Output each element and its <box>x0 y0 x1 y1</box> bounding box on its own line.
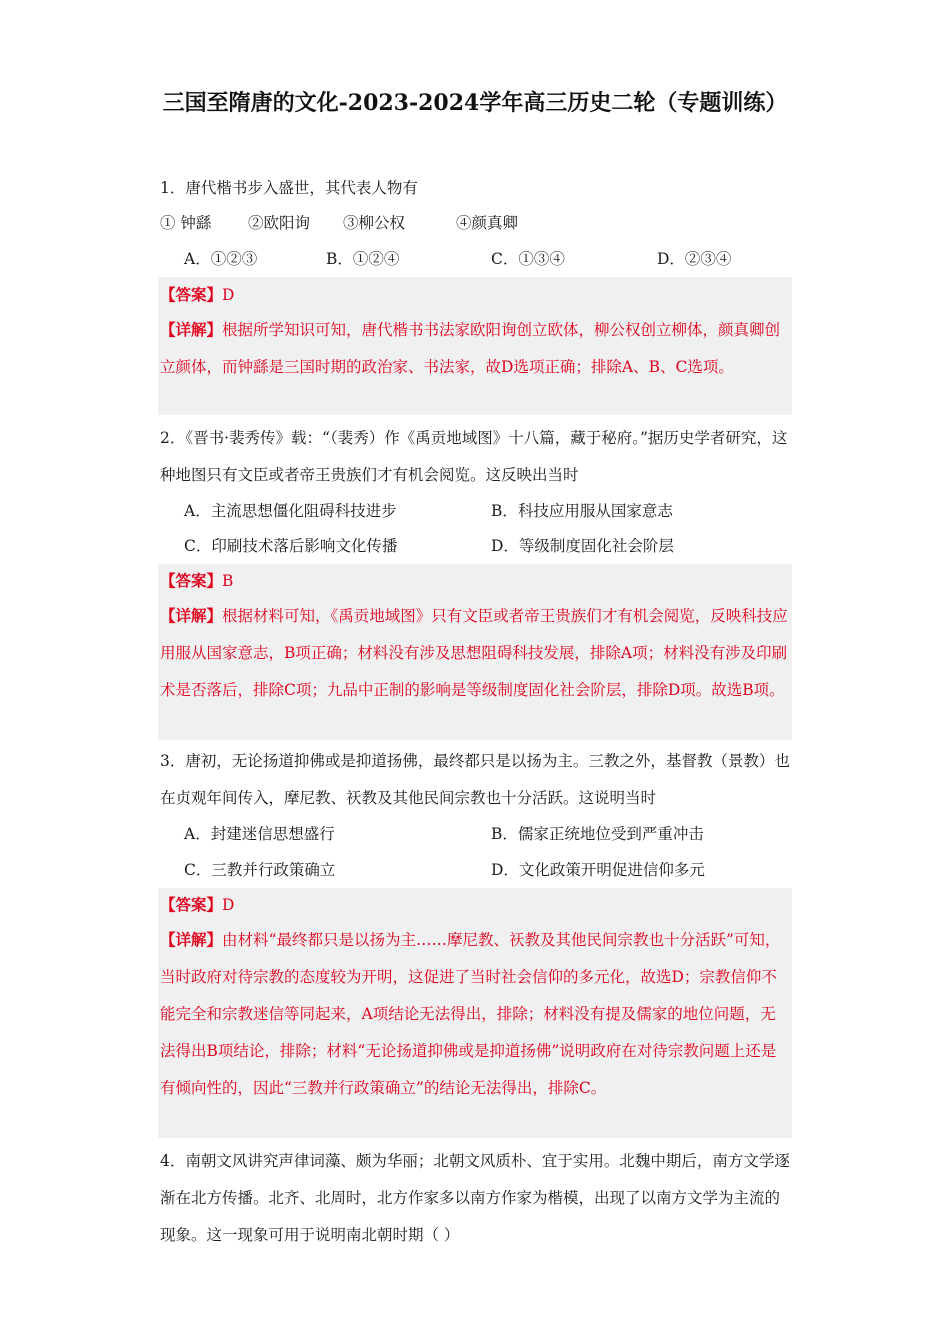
q1-detail-text: 根据所学知识可知，唐代楷书书法家欧阳询创立欧体，柳公权创立柳体，颜真卿创立颜体，而钟繇是三国时期的政治家、书法家，故D选项正确；排除A、B、C选项。 <box>160 321 781 376</box>
q1-option-b: B．①②④ <box>326 250 400 268</box>
q2-detail <box>160 597 790 709</box>
q1-item-1: ① 钟繇 <box>160 214 212 232</box>
q3-option-c: C．三教并行政策确立 <box>184 861 336 879</box>
q1-item-2: ②欧阳询 <box>248 214 311 232</box>
q1-item-3: ③柳公权 <box>343 214 406 232</box>
q1-option-d: D．②③④ <box>657 250 732 268</box>
q1-item-4: ④颜真卿 <box>456 214 519 232</box>
q2-detail-text: 根据材料可知，《禹贡地域图》只有文臣或者帝王贵族们才有机会阅览，反映科技应用服从国家意志，B项正确；材料没有涉及思想阻碍科技发展，排除A项；材料没有涉及印刷术是否落后，排除C项；九品中正制的影响是等级制度固化社会阶层，排除D项。故选B项。 <box>160 607 788 699</box>
page-title: 三国至隋唐的文化-2023-2024学年高三历史二轮（专题训练） <box>162 90 788 116</box>
q3-option-a: A．封建迷信思想盛行 <box>184 825 335 843</box>
q2-answer-tag: 【答案】 <box>160 571 223 590</box>
q3-option-d: D．文化政策开明促进信仰多元 <box>491 861 705 879</box>
q2-answer <box>160 562 790 600</box>
q1-detail-tag: 【详解】 <box>160 320 223 339</box>
q3-detail <box>160 921 790 1107</box>
q1-detail <box>160 311 790 386</box>
q1-option-a: A．①②③ <box>184 250 258 268</box>
q3-detail-tag: 【详解】 <box>160 930 223 949</box>
q2-stem: 2．《晋书·裴秀传》载：“（裴秀）作《禹贡地域图》十八篇，藏于秘府。”据历史学者研究，这种地图只有文臣或者帝王贵族们才有机会阅览。这反映出当时 <box>160 429 788 484</box>
q2-detail-tag: 【详解】 <box>160 606 223 625</box>
q1-answer <box>160 276 790 314</box>
q1-option-c: C．①③④ <box>491 250 565 268</box>
q1-answer-tag: 【答案】 <box>160 285 223 304</box>
q1-answer-value: D <box>222 286 235 304</box>
q2-option-a: A．主流思想僵化阻碍科技进步 <box>184 502 397 520</box>
q4-stem: 4．南朝文风讲究声律词藻、颇为华丽；北朝文风质朴、宜于实用。北魏中期后，南方文学逐渐在北方传播。北齐、北周时，北方作家多以南方作家为楷模，出现了以南方文学为主流的现象。这一现象可用于说明南北朝时期（ ） <box>160 1152 790 1244</box>
q2-option-d: D．等级制度固化社会阶层 <box>491 537 674 555</box>
q3-detail-text: 由材料“最终都只是以扬为主……摩尼教、祆教及其他民间宗教也十分活跃”可知，当时政府对待宗教的态度较为开明，这促进了当时社会信仰的多元化，故选D；宗教信仰不能完全和宗教迷信等同起来，A项结论无法得出，排除；材料没有提及儒家的地位问题，无法得出B项结论，排除；材料“无论扬道抑佛或是抑道扬佛”说明政府在对待宗教问题上还是有倾向性的，因此“三教并行政策确立”的结论无法得出，排除C。 <box>160 931 781 1097</box>
q2-answer-value: B <box>222 572 234 590</box>
q3-answer-tag: 【答案】 <box>160 895 223 914</box>
q2-option-c: C．印刷技术落后影响文化传播 <box>184 537 398 555</box>
q2-option-b: B．科技应用服从国家意志 <box>491 502 673 520</box>
q1-stem: 1．唐代楷书步入盛世，其代表人物有 <box>160 179 418 197</box>
q3-stem: 3．唐初，无论扬道抑佛或是抑道扬佛，最终都只是以扬为主。三教之外，基督教（景教）也在贞观年间传入，摩尼教、祆教及其他民间宗教也十分活跃。这说明当时 <box>160 752 790 807</box>
q3-answer <box>160 886 790 924</box>
q3-answer-value: D <box>222 896 235 914</box>
q3-option-b: B．儒家正统地位受到严重冲击 <box>491 825 704 843</box>
